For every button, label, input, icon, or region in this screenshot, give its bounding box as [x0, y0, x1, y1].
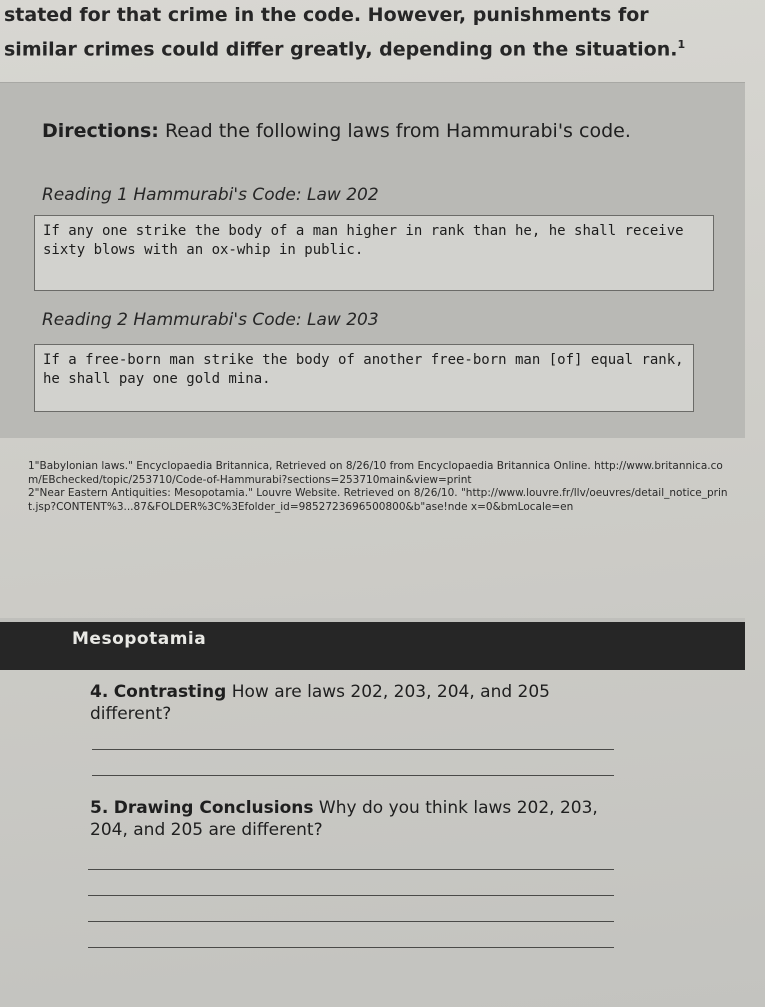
answer-line[interactable] — [92, 775, 614, 776]
intro-text — [4, 0, 744, 64]
answer-line[interactable] — [88, 895, 614, 896]
directions — [42, 118, 631, 144]
question-4 — [90, 681, 630, 725]
intro-line-2: similar crimes could differ greatly, depending on the situation. — [4, 38, 678, 61]
reading-2-title: Reading 2 Hammurabi's Code: Law 203 — [42, 310, 379, 330]
footnote-2: 2"Near Eastern Antiquities: Mesopotamia." Louvre Website. Retrieved on 8/26/10. "http://www.louvre.fr/llv/oeuvres/detail_notice_print.jsp?CONTENT%3...87&FOLDER%3C%3Efolder_id=9852723696500800&b"ase!nde x=0&bmLocale=en — [28, 487, 728, 513]
question-4-text: How are laws 202, 203, 204, and 205 different? — [90, 682, 550, 724]
reading-2-text: If a free-born man strike the body of another free-born man [of] equal rank, he shall pay one gold mina. — [34, 344, 694, 412]
reading-1-text: If any one strike the body of a man higher in rank than he, he shall receive sixty blows with an ox-whip in public. — [34, 215, 714, 291]
question-4-skill: Contrasting — [113, 682, 227, 702]
intro-line-1: stated for that crime in the code. However, punishments for — [4, 4, 649, 26]
answer-line[interactable] — [92, 749, 614, 750]
footnotes — [28, 460, 733, 514]
answer-line[interactable] — [88, 921, 614, 922]
question-5-skill: Drawing Conclusions — [113, 798, 314, 818]
answer-line[interactable] — [88, 947, 614, 948]
directions-label: Directions: — [42, 120, 159, 142]
answer-line[interactable] — [88, 869, 614, 870]
footnote-1: 1"Babylonian laws." Encyclopaedia Britannica, Retrieved on 8/26/10 from Encyclopaedia Britannica Online. http://www.britannica.com/EBchecked/topic/253710/Code-of-Hammurabi?sections=253710main&view=print — [28, 460, 723, 486]
question-5 — [90, 797, 630, 841]
footnote-mark: 1 — [677, 38, 686, 51]
question-4-number: 4. — [90, 682, 109, 702]
question-5-number: 5. — [90, 798, 109, 818]
reading-1-title: Reading 1 Hammurabi's Code: Law 202 — [42, 185, 379, 205]
directions-text: Read the following laws from Hammurabi's code. — [164, 120, 631, 142]
question-5-text: Why do you think laws 202, 203, 204, and 205 are different? — [90, 798, 598, 840]
section-title: Mesopotamia — [72, 629, 207, 649]
